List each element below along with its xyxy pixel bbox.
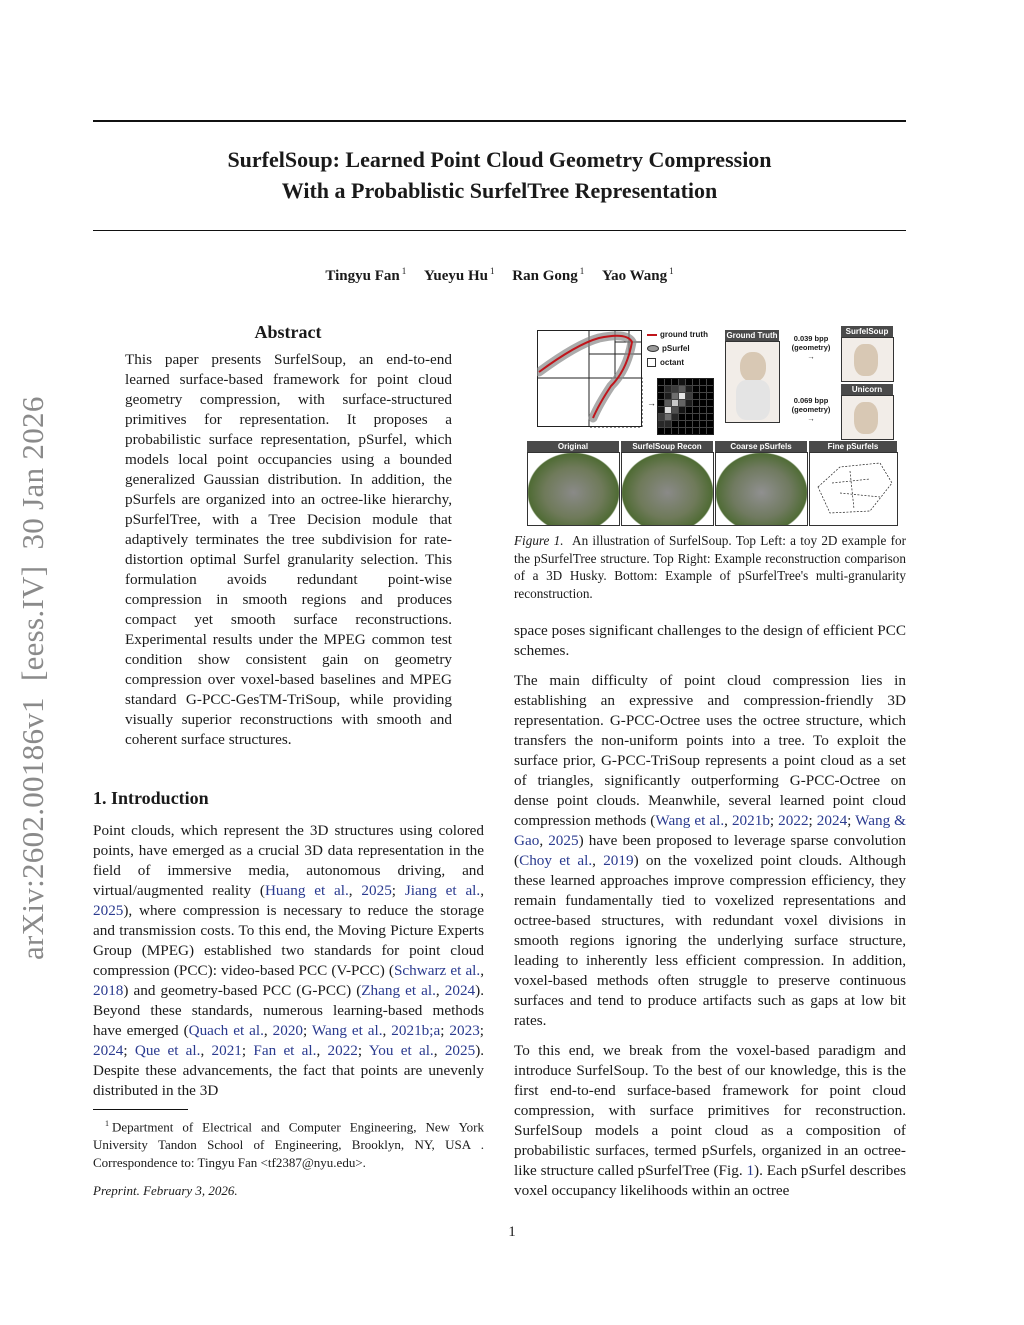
abstract-heading: Abstract [254, 322, 322, 342]
citation-link[interactable]: 2024 [444, 982, 476, 999]
title-line-2: With a Probablistic SurfelTree Representation [281, 178, 718, 203]
ellipse-icon [647, 345, 659, 352]
ground-truth-header: Ground Truth [726, 331, 778, 340]
citation-link[interactable]: Wang & Gao [514, 812, 906, 849]
citation-link[interactable]: Que et al. [134, 1042, 201, 1059]
citation-link[interactable]: 2021 [211, 1042, 242, 1059]
intro-paragraph-1: Point clouds, which represent the 3D structures using colored points, have emerged as a crucial 3D data representation in the field of immersive media, autonomous driving, and virtual/augmented reality (Huang et al., 2025; Jiang et al., 2025), where compression is necessary to reduce the storage and transmission costs. To this end, the Moving Picture Experts Group (MPEG) established two standards for point cloud compression (PCC): video-based PCC (V-PCC) (Schwarz et al., 2018) and geometry-based PCC (G-PCC) (Zhang et al., 2024). Beyond these standards, numerous learning-based methods have emerged (Quach et al., 2020; Wang et al., 2021b;a; 2023; 2024; Que et al., 2021; Fan et al., 2022; You et al., 2025). Despite these advancements, the fact that points are unevenly distributed in the 3D [93, 822, 485, 1099]
bpp-surfelsoup: 0.039 bpp (geometry) → [791, 334, 831, 361]
husky-surfelsoup-image [841, 337, 894, 382]
abstract-text: This paper presents SurfelSoup, an end-to-end learned surface-based framework for point cloud geometry compression, with surface-structured primitives for representation. It proposes a probabilistic surface representation, pSurfel, which models local point occupancies using a bounded generalized Gaussian distribution. In addition, the pSurfels are organized into an octree-like hierarchy, pSurfelTree, with a Tree Decision module that adaptively terminates the tree subdivision for rate-distortion optimal Surfel granularity selection. This formulation avoids redundant point-wise compression in smooth regions and produces compact yet smooth surface reconstructions. Experimental results under the MPEG common test condition show consistent gain on geometry compression over voxel-based baselines and MPEG standard G-PCC-GesTM-TriSoup, while providing visually superior reconstructions with smooth and coherent surface structures. [125, 351, 452, 748]
citation-link[interactable]: 1 [746, 1162, 755, 1179]
citation-link[interactable]: 2021b [731, 812, 770, 829]
citation-link[interactable]: Quach et al. [188, 1022, 264, 1039]
citation-link[interactable]: 2025 [548, 832, 579, 849]
surfelsoup-header: SurfelSoup [841, 326, 893, 337]
footnote-rule [93, 1109, 188, 1110]
square-icon [647, 358, 656, 367]
intro-heading: 1. Introduction [93, 788, 209, 808]
arrow-icon: → [647, 398, 656, 408]
right-paragraph-2: To this end, we break from the voxel-based paradigm and introduce SurfelSoup. To the best of our knowledge, this is the first end-to-end surface-based framework for point cloud compression, with surface primitives for reconstruction. SurfelSoup models a point cloud as a composition of probabilistic surfaces, termed pSurfels, organized in an octree-like structure called pSurfelTree (Fig. 1). Each pSurfel describes voxel occupancy likelihoods within an octree [514, 1042, 906, 1199]
citation-link[interactable]: 2023 [449, 1022, 480, 1039]
legend-ground-truth: ground truth [647, 328, 708, 342]
author: Tingyu Fan $^1$ [325, 266, 407, 284]
citation-link[interactable]: Choy et al. [519, 852, 593, 869]
bpp-unicorn: 0.069 bpp (geometry) → [791, 396, 831, 423]
citation-link[interactable]: Wang et al. [311, 1022, 383, 1039]
author: Ran Gong $^1$ [512, 266, 585, 284]
unicorn-header: Unicorn [841, 384, 893, 395]
citation-link[interactable]: Huang et al. [264, 882, 349, 899]
citation-link[interactable]: Schwarz et al. [393, 962, 481, 979]
occupancy-grid [657, 378, 714, 435]
arxiv-side-banner: arXiv:2602.00186v1 [eess.IV] 30 Jan 2026 [15, 396, 50, 960]
citation-link[interactable]: 2024 [93, 1042, 124, 1059]
citation-link[interactable]: 2020 [272, 1022, 303, 1039]
legend-psurfel: pSurfel [647, 342, 708, 356]
title-line-1: SurfelSoup: Learned Point Cloud Geometry Compression [227, 147, 772, 172]
title-bottom-rule [93, 230, 906, 231]
panel-header-fine-psurfels: Fine pSurfels [809, 441, 897, 452]
citation-link[interactable]: 2025 [361, 882, 392, 899]
husky-unicorn-image [841, 395, 894, 440]
title-top-rule [93, 120, 906, 122]
right-paragraph-0: space poses significant challenges to the design of efficient PCC schemes. [514, 622, 906, 659]
panel-header-original: Original [527, 441, 619, 452]
toy-2d-psurfeltree-diagram [537, 330, 645, 430]
right-paragraph-1: The main difficulty of point cloud compression lies in establishing an expressive and compression-friendly 3D representation. G-PCC-Octree uses the octree structure, which transfers the non-uniform points into a tree. To exploit the surface prior, G-PCC-TriSoup represents a point cloud as a set of triangles, significantly outperforming G-PCC-Octree on dense point clouds. Meanwhile, several learned point cloud compression methods (Wang et al., 2021b; 2022; 2024; Wang & Gao, 2025) have been proposed to leverage sparse convolution (Choy et al., 2019) on the voxelized point clouds. Although these learned approaches improve compression efficiency, they remain fundamentally tied to voxelized representations and octree-based structures, with redundant voxel divisions in smooth regions ignoring the underlying surface structure, leading to inherently less efficient compression. In addition, voxel-based methods often struggle to preserve continuous surfaces and tend to produce artifacts such as gaps at low bit rates. [514, 672, 907, 1029]
red-line-icon [647, 334, 657, 336]
right-column-text [514, 621, 906, 1211]
citation-link[interactable]: You et al. [368, 1042, 434, 1059]
citation-link[interactable]: 2025 [93, 902, 124, 919]
citation-link[interactable]: 2022 [327, 1042, 358, 1059]
citation-link[interactable]: Jiang et al. [404, 882, 481, 899]
author: Yueyu Hu $^1$ [423, 266, 495, 284]
page-number: 1 [508, 1224, 516, 1240]
preprint-note: Preprint. February 3, 2026. [93, 1183, 238, 1198]
castle-coarse-psurfels-image [715, 452, 808, 526]
citation-link[interactable]: Fan et al. [253, 1042, 317, 1059]
castle-fine-psurfels-image [809, 452, 898, 526]
author-list [93, 266, 906, 285]
citation-link[interactable]: 2024 [816, 812, 848, 829]
citation-link[interactable]: Zhang et al. [361, 982, 436, 999]
castle-surfelsoup-recon-image [621, 452, 714, 526]
citation-link[interactable]: 2022 [778, 812, 809, 829]
citation-link[interactable]: 2025 [444, 1042, 476, 1059]
husky-ground-truth-image [725, 341, 780, 423]
castle-original-image [527, 452, 620, 526]
figure-1 [527, 326, 897, 528]
affiliation-footnote: $^1$ Department of Electrical and Computer Engineering, New York University Tandon School of Engineering, Brooklyn, NY, USA . Correspondence to: Tingyu Fan <tf2387@nyu.edu>. [93, 1119, 484, 1171]
author: Yao Wang $^1$ [601, 266, 674, 284]
citation-link[interactable]: 2021b;a [391, 1022, 441, 1039]
citation-link[interactable]: Wang et al. [655, 812, 725, 829]
figure-legend [647, 328, 708, 370]
legend-octant: octant [647, 356, 708, 370]
citation-link[interactable]: 2019 [603, 852, 634, 869]
paper-title [93, 144, 906, 206]
citation-link[interactable]: 2018 [93, 982, 124, 999]
panel-header-coarse-psurfels: Coarse pSurfels [715, 441, 807, 452]
panel-header-surfelsoup-recon: SurfelSoup Recon [621, 441, 713, 452]
figure-1-caption: Figure 1. An illustration of SurfelSoup. Top Left: a toy 2D example for the pSurfelTree structure. Top Right: Example reconstruction comparison of a 3D Husky. Bottom: Example of pSurfelTree's multi-granularity reconstruction. [514, 533, 906, 601]
